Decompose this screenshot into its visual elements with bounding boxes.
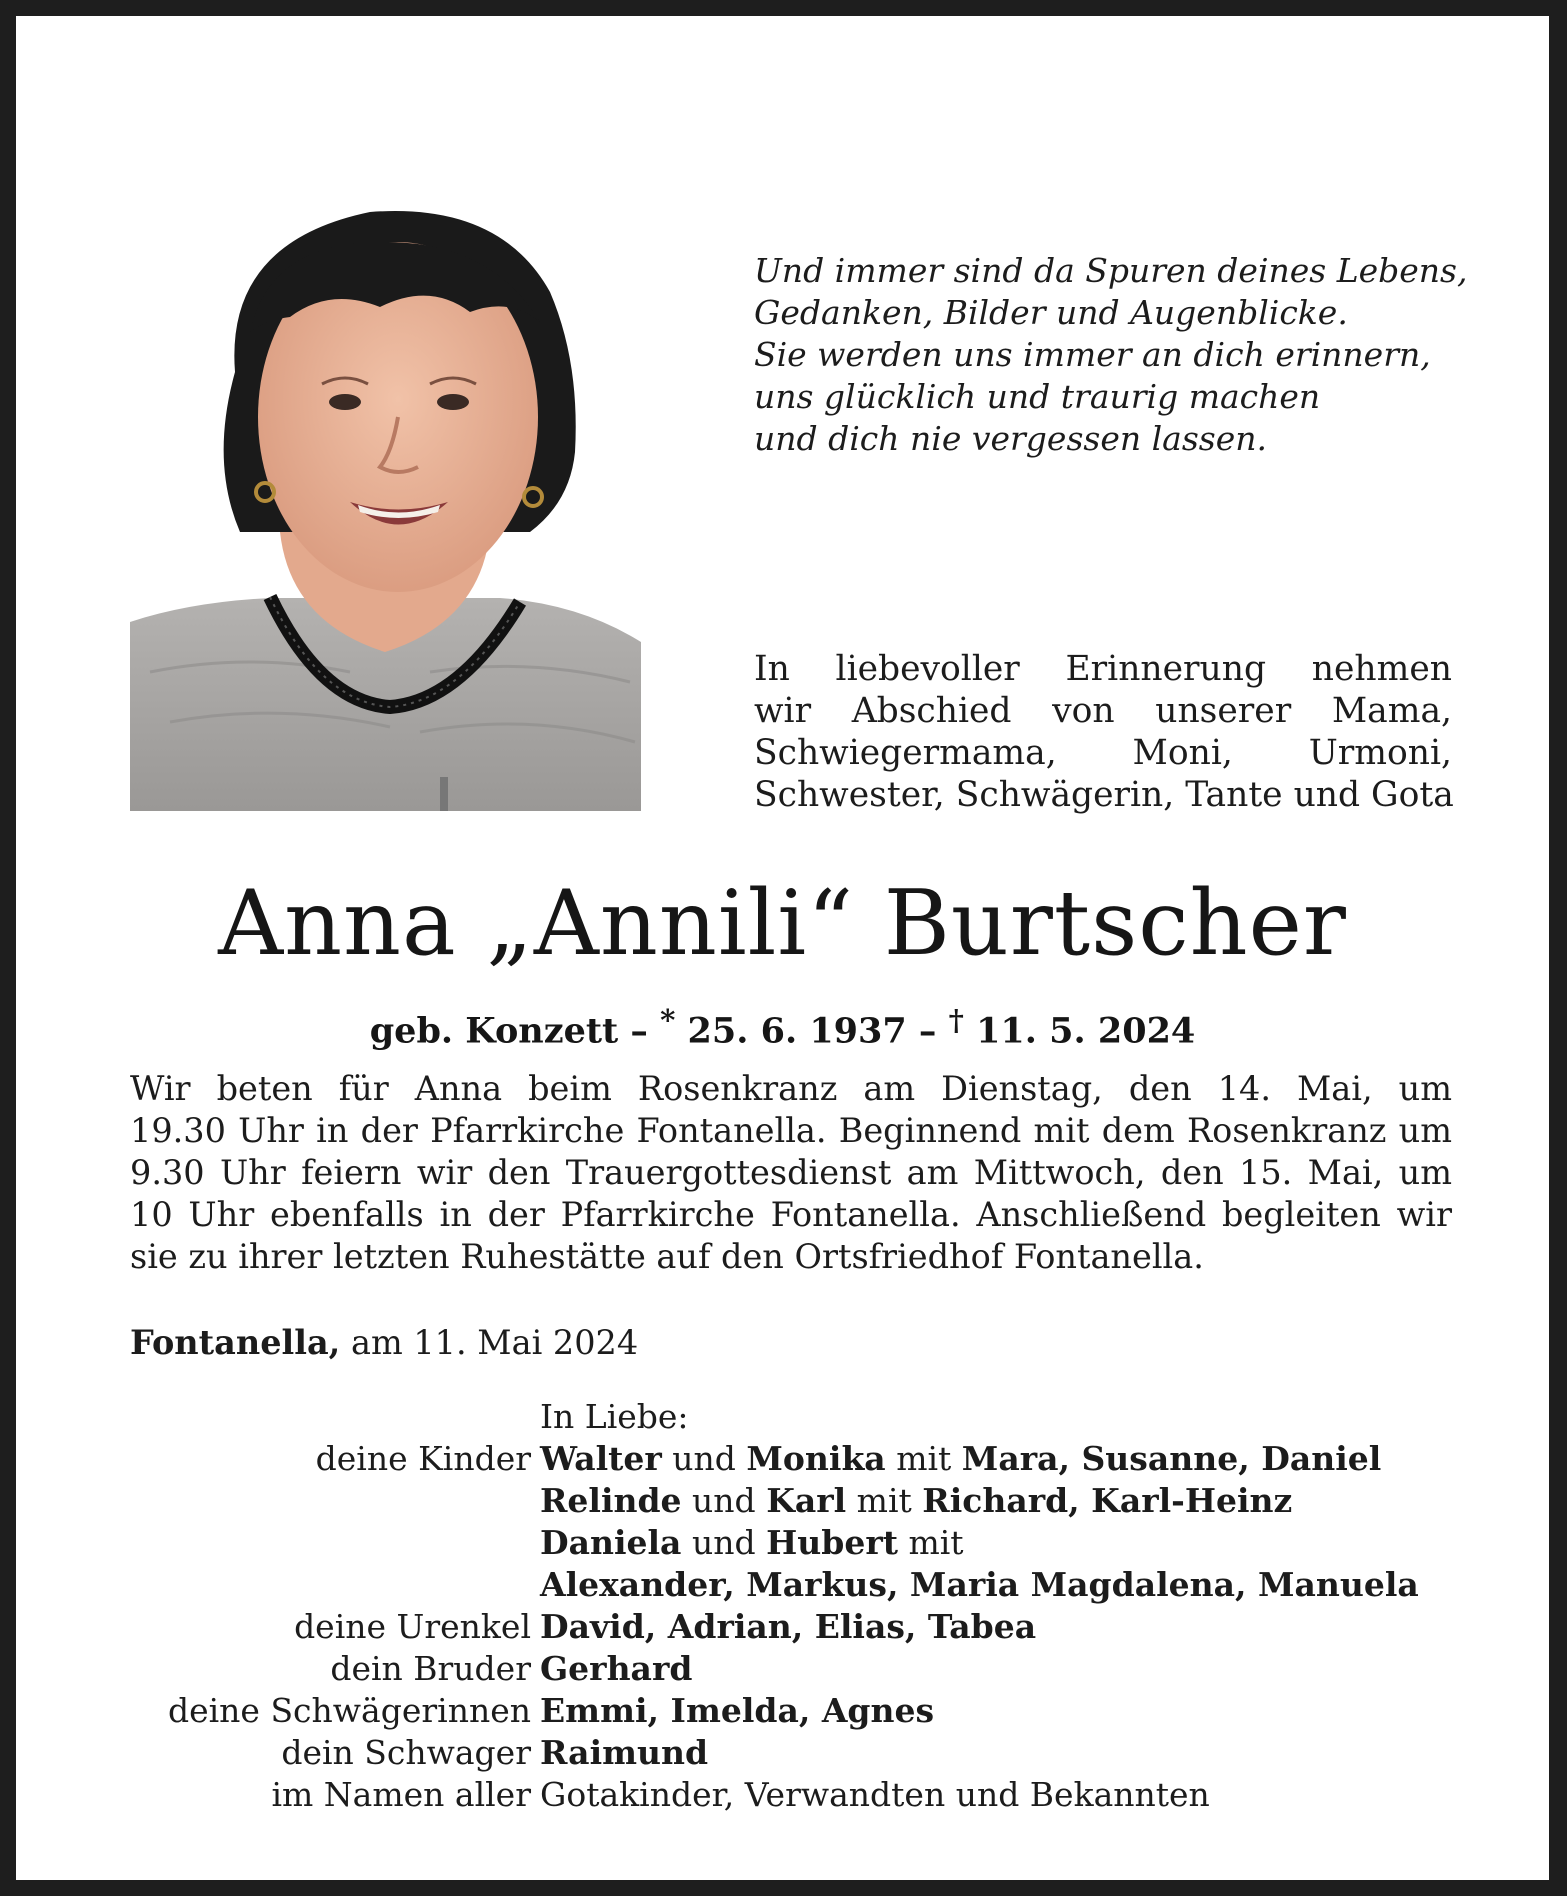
- service-line: 19.30 Uhr in der Pfarrkirche Fontanella. Beginnend mit dem Rosenkranz um: [130, 1111, 1452, 1150]
- family-row-schwaegerinnen: [130, 1690, 1510, 1732]
- family-row-bruder: [130, 1648, 1510, 1690]
- connector: mit: [885, 1439, 962, 1478]
- connector: mit: [897, 1523, 964, 1562]
- intro-line: In liebevoller Erinnerung nehmen: [754, 649, 1452, 689]
- connector: und: [681, 1481, 767, 1520]
- person-name: Raimund: [540, 1733, 709, 1772]
- connector: und: [661, 1439, 747, 1478]
- intro-line: wir Abschied von unserer Mama,: [754, 691, 1452, 731]
- person-names: Richard, Karl-Heinz: [922, 1481, 1293, 1520]
- obituary-page: [16, 16, 1549, 1880]
- person-name: Daniela: [540, 1523, 682, 1562]
- life-dates: [16, 998, 1549, 1054]
- poem-line: uns glücklich und traurig machen: [754, 377, 1321, 416]
- death-date: 11. 5. 2024: [976, 1010, 1196, 1052]
- deceased-name: Anna „Annili“ Burtscher: [218, 871, 1347, 976]
- intro-line: Schwiegermama, Moni, Urmoni,: [754, 733, 1452, 773]
- person-name: Karl: [766, 1481, 847, 1520]
- date-separator: –: [618, 1010, 661, 1052]
- date-separator: –: [906, 1010, 949, 1052]
- place-date: [130, 1322, 638, 1364]
- relation-label: im Namen aller: [271, 1775, 531, 1814]
- family-row-urenkel: [130, 1606, 1510, 1648]
- person-names: Emmi, Imelda, Agnes: [540, 1691, 935, 1730]
- service-line: 9.30 Uhr feiern wir den Trauergottesdienst am Mittwoch, den 15. Mai, um: [130, 1153, 1452, 1192]
- died-symbol: †: [948, 1003, 964, 1037]
- poem-line: Und immer sind da Spuren deines Lebens,: [754, 251, 1468, 290]
- portrait-illustration: [130, 202, 641, 811]
- family-heading-row: [130, 1396, 1510, 1438]
- relation-label: dein Schwager: [281, 1733, 531, 1772]
- place-date-text: am 11. Mai 2024: [340, 1323, 639, 1362]
- poem: [754, 250, 1474, 460]
- place-town: Fontanella,: [130, 1323, 341, 1362]
- family-row-kinder-2: [130, 1480, 1510, 1522]
- portrait-photo: [130, 202, 641, 811]
- service-line: Wir beten für Anna beim Rosenkranz am Dienstag, den 14. Mai, um: [130, 1069, 1452, 1108]
- person-names: Mara, Susanne, Daniel: [961, 1439, 1382, 1478]
- person-name: Monika: [746, 1439, 886, 1478]
- person-names: Alexander, Markus, Maria Magdalena, Manuela: [540, 1565, 1419, 1604]
- connector: mit: [846, 1481, 923, 1520]
- relation-label: deine Urenkel: [294, 1607, 531, 1646]
- family-list: [130, 1396, 1510, 1816]
- relation-label: deine Schwägerinnen: [167, 1691, 531, 1730]
- poem-line: Sie werden uns immer an dich erinnern,: [754, 335, 1431, 374]
- person-name: Relinde: [540, 1481, 682, 1520]
- born-symbol: *: [660, 1003, 676, 1037]
- family-row-namen: [130, 1774, 1510, 1816]
- birth-date: 25. 6. 1937: [687, 1010, 907, 1052]
- family-row-kinder-4: [130, 1564, 1510, 1606]
- relation-label: dein Bruder: [330, 1649, 531, 1688]
- service-text: [130, 1068, 1452, 1278]
- family-row-kinder: [130, 1438, 1510, 1480]
- intro-line: Schwester, Schwägerin, Tante und Gota: [754, 775, 1454, 815]
- poem-line: Gedanken, Bilder und Augenblicke.: [754, 293, 1348, 332]
- relation-label: deine Kinder: [315, 1439, 531, 1478]
- person-names: David, Adrian, Elias, Tabea: [540, 1607, 1037, 1646]
- family-row-kinder-3: [130, 1522, 1510, 1564]
- person-name: Gerhard: [540, 1649, 693, 1688]
- service-line: 10 Uhr ebenfalls in der Pfarrkirche Fontanella. Anschließend begleiten wir: [130, 1195, 1452, 1234]
- intro-text: [754, 648, 1452, 816]
- service-line: sie zu ihrer letzten Ruhestätte auf den Ortsfriedhof Fontanella.: [130, 1237, 1204, 1276]
- poem-line: und dich nie vergessen lassen.: [754, 419, 1267, 458]
- family-heading: In Liebe:: [540, 1397, 689, 1436]
- family-row-schwager: [130, 1732, 1510, 1774]
- birth-name: geb. Konzett: [369, 1010, 619, 1052]
- person-names: Gotakinder, Verwandten und Bekannten: [540, 1775, 1210, 1814]
- person-name: Hubert: [766, 1523, 898, 1562]
- connector: und: [681, 1523, 767, 1562]
- person-name: Walter: [540, 1439, 662, 1478]
